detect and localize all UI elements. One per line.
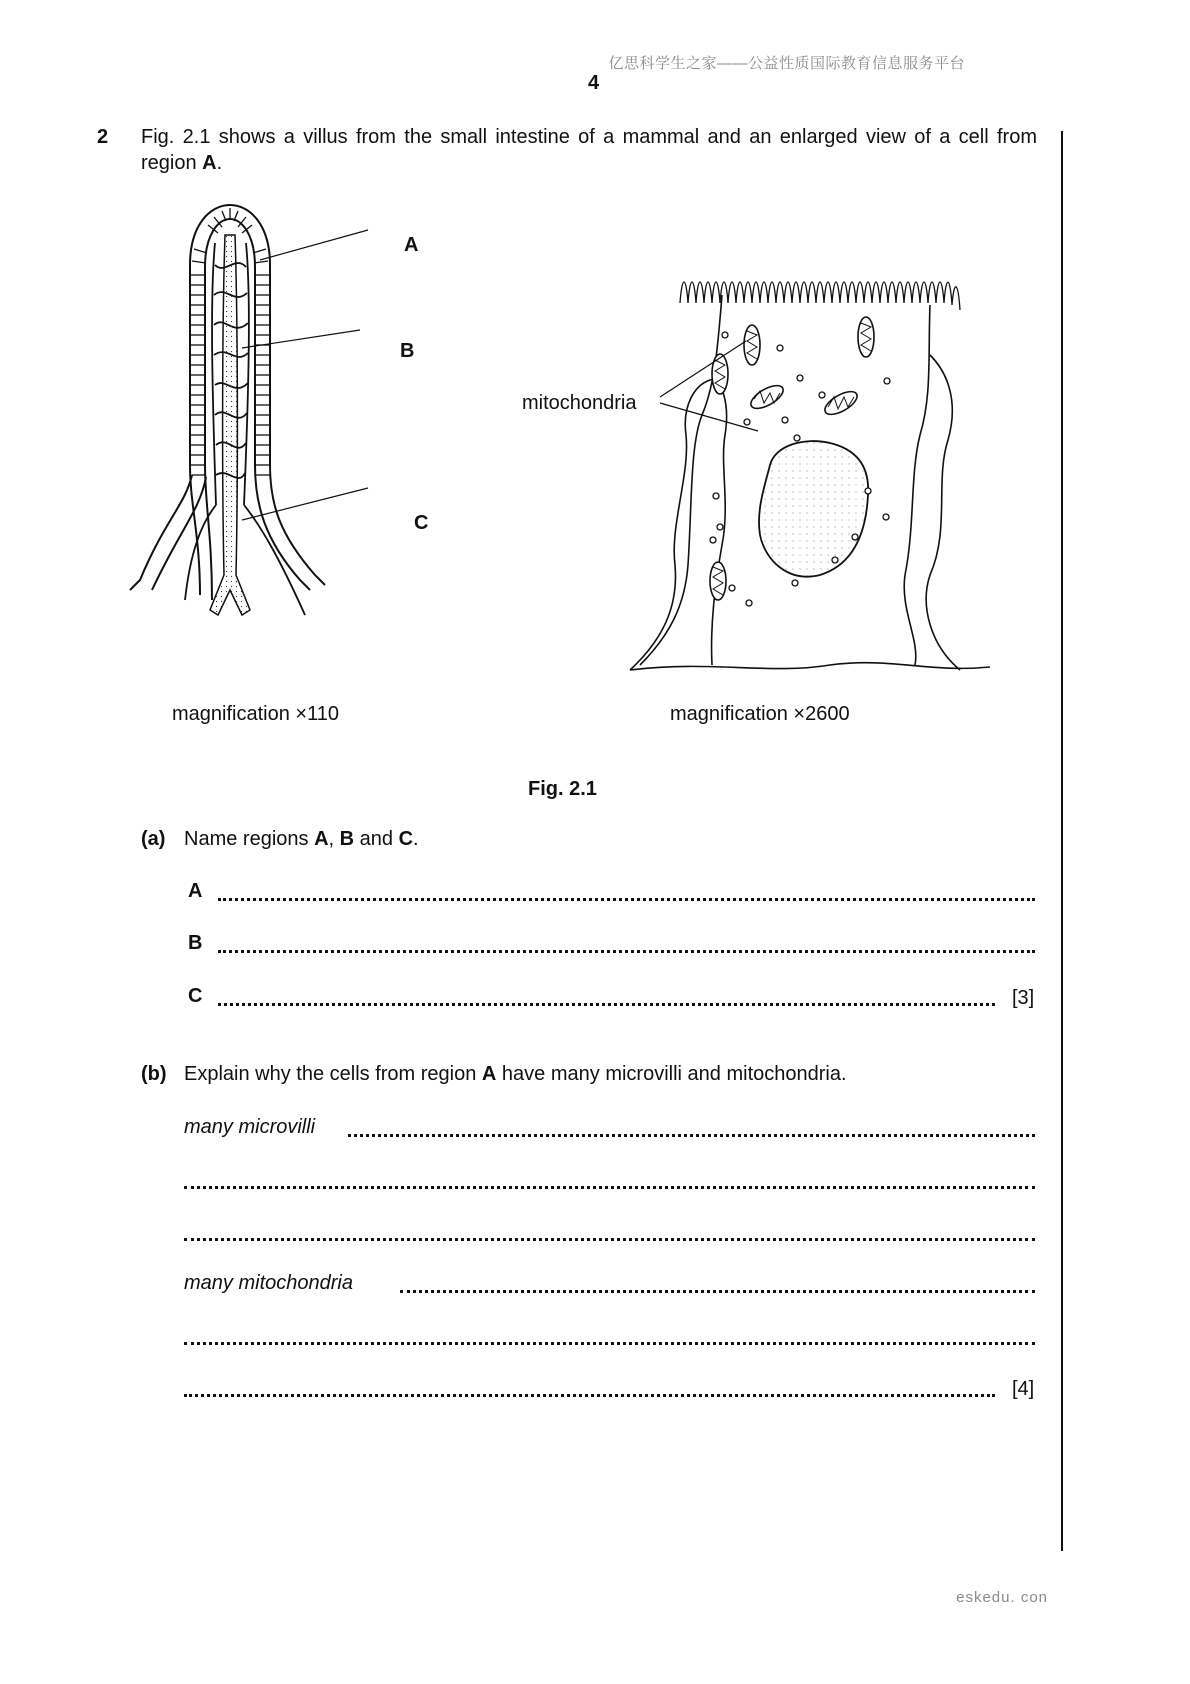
part-b-label: (b): [141, 1063, 167, 1085]
microvilli-prompt: many microvilli: [184, 1116, 316, 1138]
part-a-text: Name regions: [184, 828, 315, 850]
watermark-text: 亿思科学生之家——公益性质国际教育信息服务平台: [608, 55, 965, 72]
mitochondria-label: mitochondria: [522, 392, 637, 414]
part-a-sep2: and: [354, 828, 399, 850]
question-stem: [141, 124, 1037, 176]
part-a-region-a: A: [314, 828, 329, 850]
answer-line-b1[interactable]: [348, 1134, 1035, 1137]
villus-label-b: B: [400, 340, 415, 362]
answer-label-b: B: [188, 932, 203, 954]
villus-diagram: [130, 205, 380, 675]
part-a-region-b: B: [339, 828, 355, 850]
part-a-prompt: [184, 828, 419, 851]
answer-line-a[interactable]: [218, 898, 1035, 901]
part-a-marks: [3]: [1012, 987, 1035, 1009]
answer-line-c[interactable]: [218, 1003, 995, 1006]
mitochondria-prompt: many mitochondria: [184, 1272, 353, 1294]
part-b-marks: [4]: [1012, 1378, 1035, 1400]
part-b-text: Explain why the cells from region: [184, 1063, 482, 1085]
answer-label-a: A: [188, 880, 203, 902]
question-number: 2: [97, 126, 109, 148]
villus-label-a: A: [404, 234, 419, 256]
answer-label-c: C: [188, 985, 203, 1007]
part-b-prompt: [184, 1063, 847, 1086]
answer-line-b6[interactable]: [184, 1394, 995, 1397]
part-a-label: (a): [141, 828, 166, 850]
part-a-sep1: ,: [328, 828, 340, 850]
page-number: 4: [588, 72, 600, 94]
answer-line-b[interactable]: [218, 950, 1035, 953]
part-a-end: .: [413, 828, 419, 850]
answer-line-b4[interactable]: [400, 1290, 1035, 1293]
question-text: Fig. 2.1 shows a villus from the small intestine of a mammal and an enlarged view of a cell from region: [141, 126, 1037, 174]
part-a-region-c: C: [398, 828, 414, 850]
part-b-text-end: have many microvilli and mitochondria.: [496, 1063, 847, 1085]
cell-diagram: [630, 265, 1000, 685]
margin-rule: [1061, 131, 1063, 1551]
answer-line-b3[interactable]: [184, 1238, 1035, 1241]
answer-line-b5[interactable]: [184, 1342, 1035, 1345]
villus-magnification: magnification ×110: [172, 703, 339, 725]
answer-line-b2[interactable]: [184, 1186, 1035, 1189]
cell-magnification: magnification ×2600: [670, 703, 850, 725]
question-end: .: [216, 152, 223, 174]
footer-site: eskedu. con: [956, 1589, 1048, 1606]
figure-caption: Fig. 2.1: [528, 778, 597, 800]
question-region-a: A: [202, 152, 217, 174]
part-b-region-a: A: [481, 1063, 497, 1085]
villus-label-c: C: [414, 512, 429, 534]
